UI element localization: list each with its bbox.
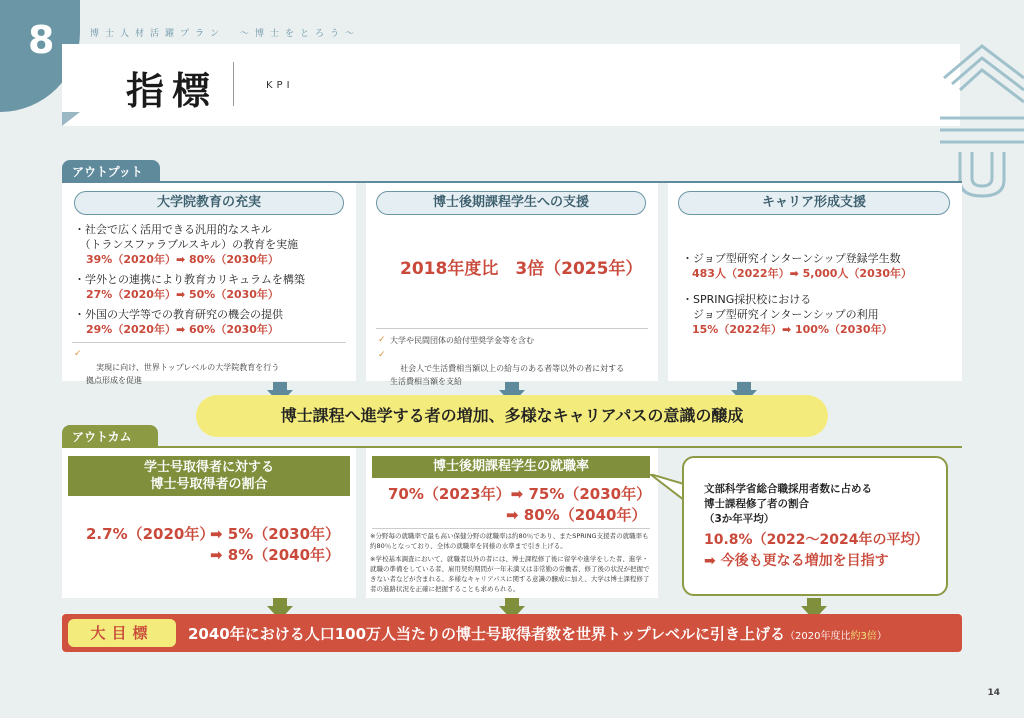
employment-target: ➡ 80%（2040年）: [506, 506, 647, 524]
check-icon: ✓: [74, 349, 82, 359]
footer-page-number: 14: [987, 688, 1000, 698]
callout-box: [682, 456, 948, 596]
final-goal-label: 大目標: [68, 619, 176, 647]
outcome-card-ratio: [62, 448, 356, 598]
output-card-education: [62, 183, 356, 385]
kpi-figure: 15%（2022年）➡ 100%（2030年）: [692, 323, 893, 336]
kpi-item: ・学外との連携により教育カリキュラムを構築: [74, 273, 305, 286]
output-card-career: [668, 183, 962, 381]
callout-label: 文部科学省総合職採用者数に占める 博士課程修了者の割合 （3か年平均）: [704, 483, 872, 525]
page-subtitle: KPI: [266, 80, 294, 91]
header-corner: [62, 112, 80, 126]
card-note: ✓ 大学や民間団体の給付型奨学金等を含む: [378, 335, 534, 345]
final-goal-text: 2040年における人口100万人当たりの博士号取得者数を世界トップレベルに引き上げる（2020年度比約3倍）: [188, 625, 887, 643]
card-heading: 博士後期課程学生の就職率: [372, 456, 650, 478]
card-note: ※分野毎の就職率で最も高い保健分野の就職率は約80％であり、またSPRING支援者の就職率も約80％となっており、全体の就職率を同様の水準まで引き上げる。: [370, 532, 649, 550]
decorative-pattern: [940, 40, 1024, 200]
kpi-item: ・SPRING採択校における ジョブ型研究インターンシップの利用: [682, 293, 879, 321]
callout-value: 10.8%（2022～2024年の平均）: [704, 532, 929, 548]
check-icon: ✓: [378, 350, 386, 360]
outcome-tab: アウトカム: [62, 425, 158, 447]
kpi-item: ・社会で広く活用できる汎用的なスキル （トランスファラブルスキル）の教育を実施: [74, 223, 299, 251]
divider: [376, 328, 648, 329]
card-note: ✓ 社会人で生活費相当額以上の給与のある者等以外の者に対する 生活費相当額を支給: [378, 350, 625, 386]
series-title: 博士人材活躍プラン ～博士をとろう～: [90, 29, 361, 39]
kpi-item: ・外国の大学等での教育研究の機会の提供: [74, 308, 283, 321]
divider: [72, 342, 346, 343]
page-title: 指標: [126, 68, 219, 113]
callout-pointer: [650, 474, 684, 502]
kpi-figure: 39%（2020年）➡ 80%（2030年）: [86, 253, 279, 266]
card-heading: 学士号取得者に対する 博士号取得者の割合: [68, 456, 350, 496]
card-note: ※学校基本調査において、就職者以外の者には、博士課程修了後に留学や進学をした者、進学・就職の準備をしている者、雇用契約期間が一年未満又は非常勤の労働者、修了後の状況が把握できない者などが含まれる。多様なキャリアパスに関する意識の醸成に加え、大学は博士課程修了者の進路状況を正確に把握することも求められる。: [370, 555, 650, 593]
divider: [372, 528, 650, 529]
ratio-value: 2.7%（2020年）: [86, 525, 215, 543]
card-heading: 博士後期課程学生への支援: [376, 191, 646, 215]
intermediate-goal: 博士課程へ進学する者の増加、多様なキャリアパスの意識の醸成: [196, 395, 828, 437]
kpi-figure: 483人（2022年）➡ 5,000人（2030年）: [692, 267, 913, 280]
support-headline: 2018年度比 3倍（2025年）: [400, 259, 643, 279]
kpi-figure: 27%（2020年）➡ 50%（2030年）: [86, 288, 279, 301]
card-note: ✓ 実現に向け、世界トップレベルの大学院教育を行う 拠点形成を促進: [74, 349, 280, 385]
ratio-target: ➡ 8%（2040年）: [210, 546, 341, 564]
outcome-card-employment: [366, 448, 658, 598]
card-heading: キャリア形成支援: [678, 191, 950, 215]
output-card-support: [366, 183, 658, 386]
check-icon: ✓: [378, 335, 386, 345]
kpi-figure: 29%（2020年）➡ 60%（2030年）: [86, 323, 279, 336]
title-divider: [233, 62, 234, 106]
callout-target: ➡ 今後も更なる増加を目指す: [704, 553, 889, 569]
kpi-item: ・ジョブ型研究インターンシップ登録学生数: [682, 252, 901, 265]
employment-value: 70%（2023年）➡ 75%（2030年）: [388, 485, 652, 503]
output-tab: アウトプット: [62, 160, 160, 182]
card-heading: 大学院教育の充実: [74, 191, 344, 215]
ratio-target: ➡ 5%（2030年）: [210, 525, 341, 543]
page-number: 8: [28, 18, 55, 62]
